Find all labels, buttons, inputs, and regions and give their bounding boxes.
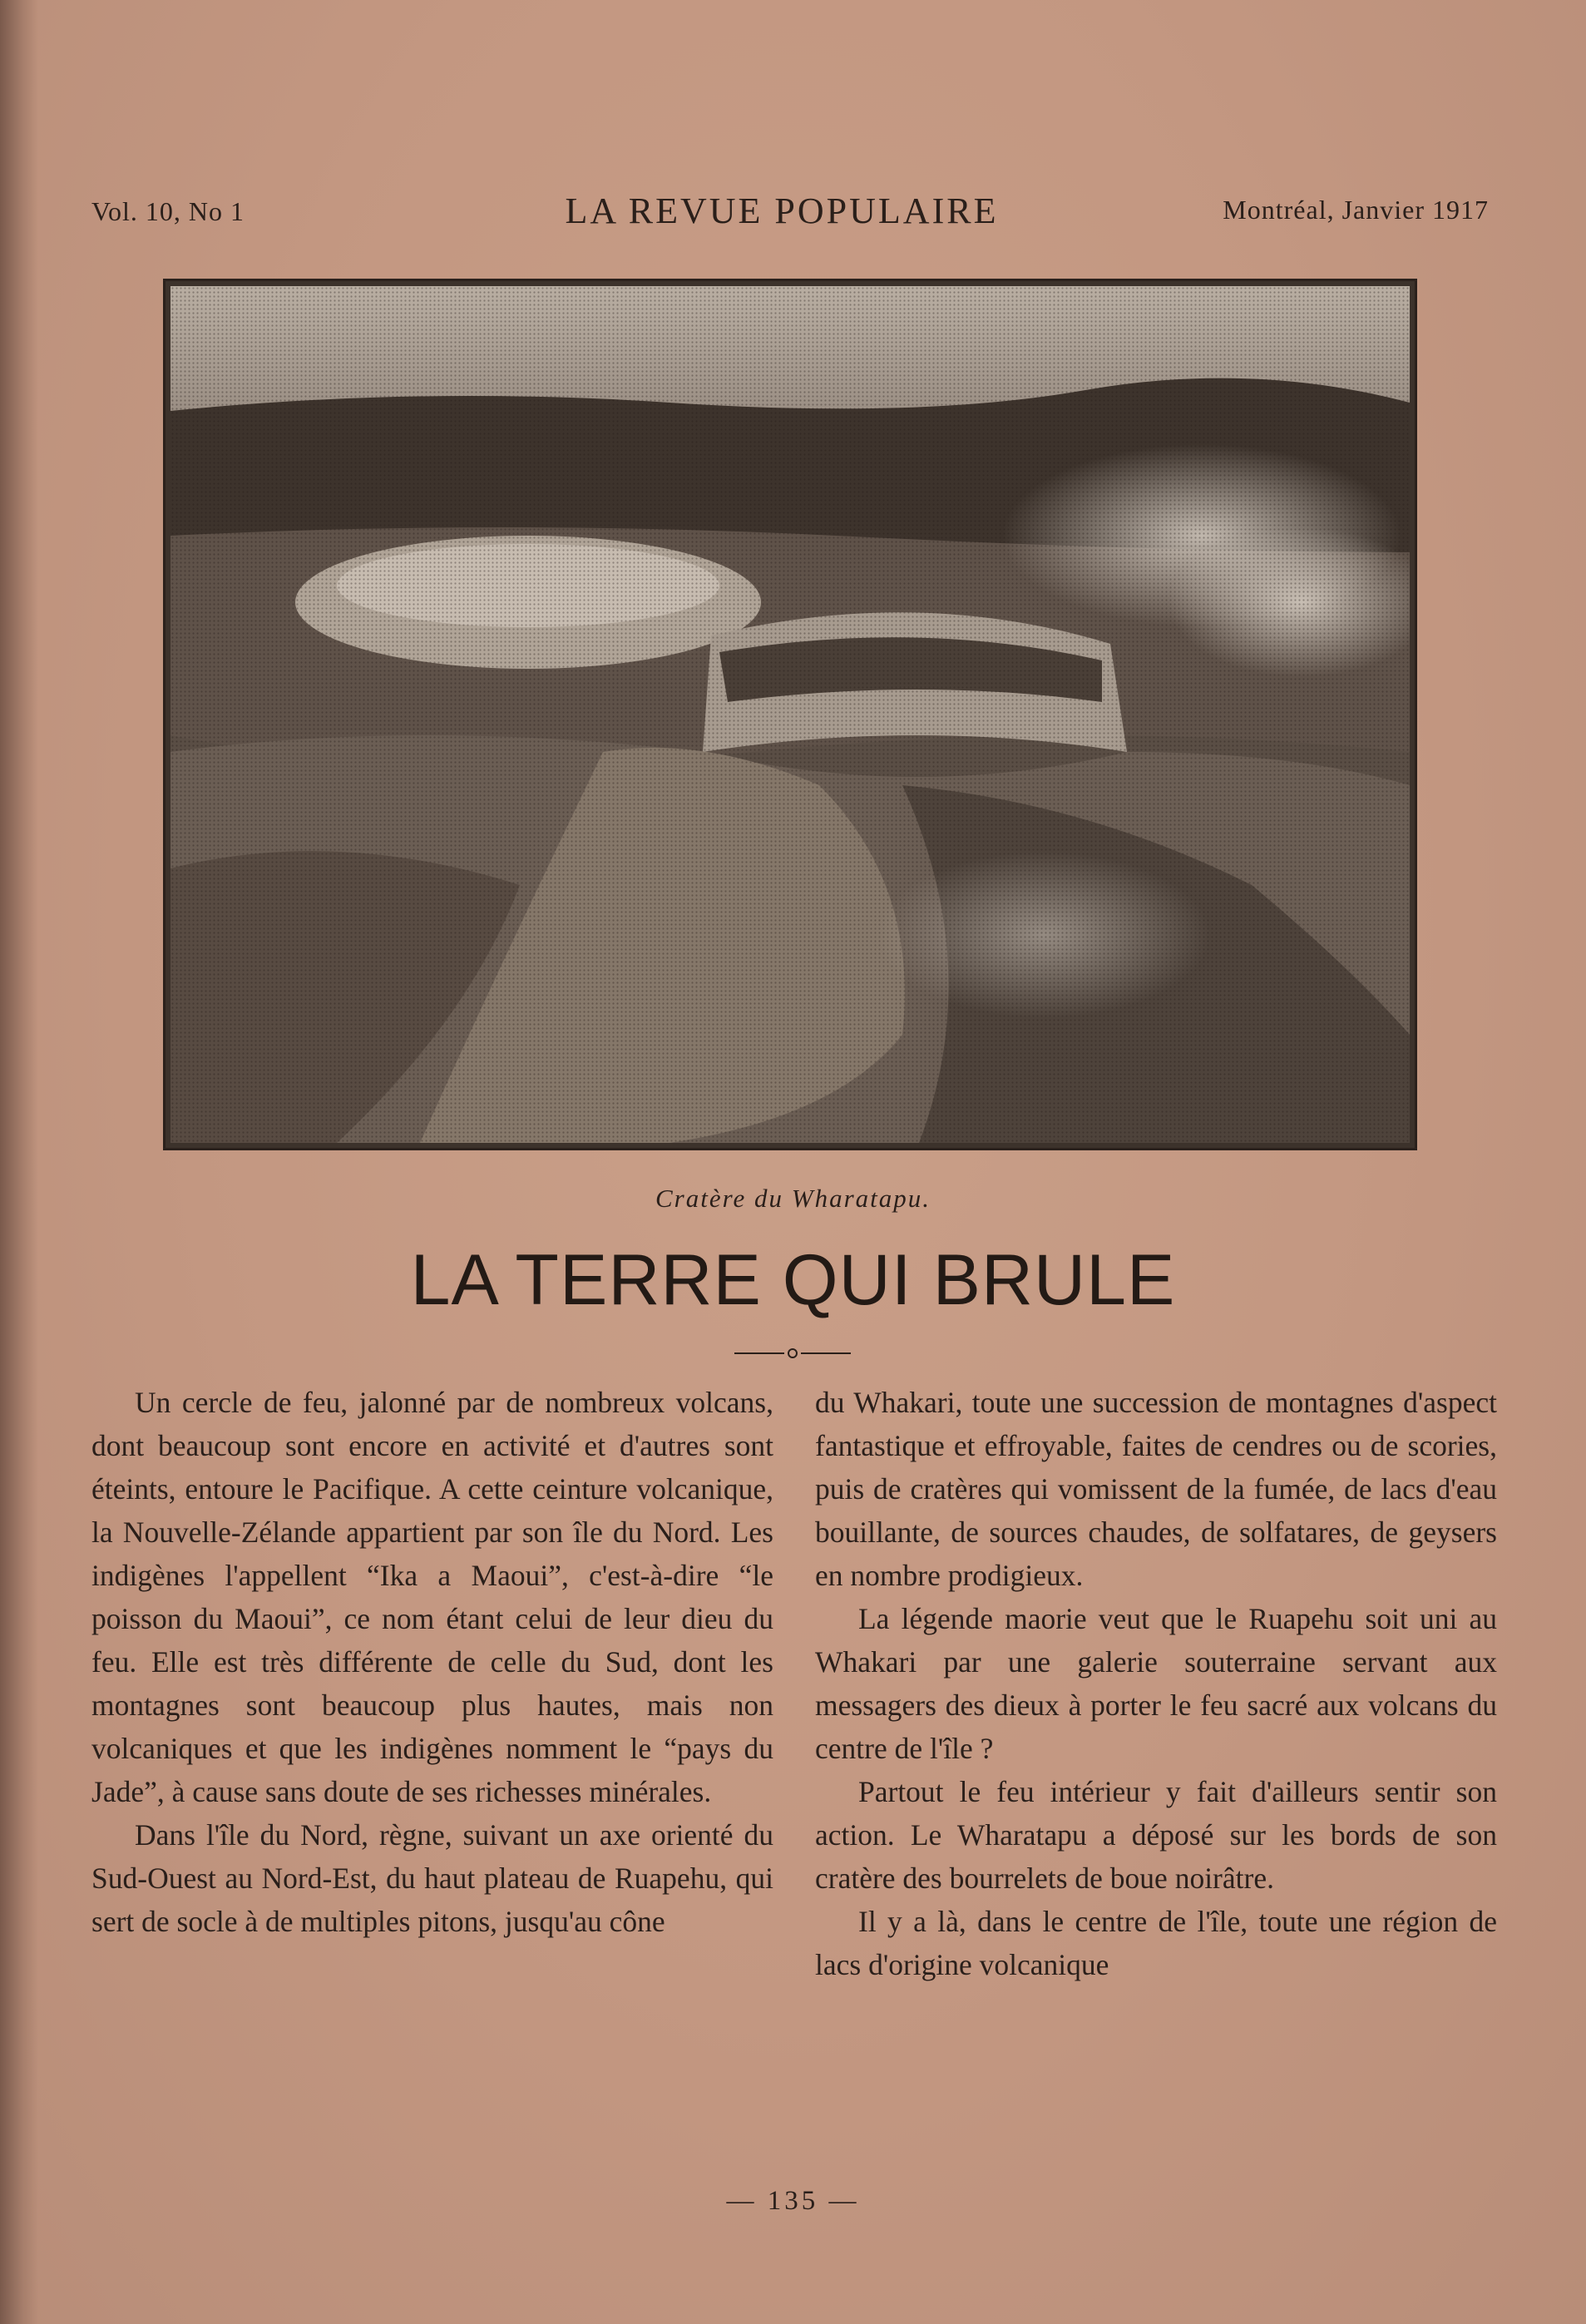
paragraph: Dans l'île du Nord, règne, suivant un axe orienté du Sud-Ouest au Nord-Est, du haut plateau de Ruapehu, qui sert de socle à de multiples pitons, jusqu'au cône (91, 1818, 773, 1938)
crater-photograph (163, 279, 1417, 1150)
page-number: — 135 — (726, 2186, 860, 2216)
crater-halftone-image (170, 286, 1410, 1143)
issue-date: Montréal, Janvier 1917 (1223, 195, 1489, 225)
paragraph: Un cercle de feu, jalonné par de nombreux volcans, dont beaucoup sont encore en activité et d'autres sont éteints, entoure le Pacifique. A cette ceinture volcanique, la Nouvelle-Zélande appartient par son île du Nord. Les indigènes l'appellent “Ika a Maoui”, c'est-à-dire “le poisson du Maoui”, ce nom étant celui de leur dieu du feu. Elle est très différente de celle du Sud, dont les montagnes sont beaucoup plus hautes, mais non volcaniques et que les indigènes nomment le “pays du Jade”, à cause sans doute de ses richesses minérales. (91, 1386, 773, 1808)
paragraph: La légende maorie veut que le Ruapehu soit uni au Whakari par une galerie souterraine servant aux messagers des dieux à porter le feu sacré aux volcans du centre de l'île ? (815, 1602, 1497, 1765)
publication-title: LA REVUE POPULAIRE (565, 190, 999, 231)
paragraph: du Whakari, toute une succession de montagnes d'aspect fantastique et effroyable, faites de cendres ou de scories, puis de cratères qui vomissent de la fumée, de lacs d'eau bouillante, de sources chaudes, de solfatares, de geysers en nombre prodigieux. (815, 1386, 1497, 1592)
article-title: LA TERRE QUI BRULE (410, 1240, 1176, 1320)
photo-caption: Cratère du Wharatapu. (655, 1184, 931, 1213)
running-header (91, 190, 1489, 240)
title-ornament (734, 1341, 851, 1366)
page-binding-edge (0, 0, 38, 2324)
article-column-right (815, 1381, 1497, 1986)
paragraph: Il y a là, dans le centre de l'île, toute une région de lacs d'origine volcanique (815, 1905, 1497, 1981)
volume-number: Vol. 10, No 1 (91, 196, 245, 226)
paragraph: Partout le feu intérieur y fait d'ailleurs sentir son action. Le Wharatapu a déposé sur les bords de son cratère des bourrelets de boue noirâtre. (815, 1775, 1497, 1895)
article-column-left (91, 1381, 773, 1943)
